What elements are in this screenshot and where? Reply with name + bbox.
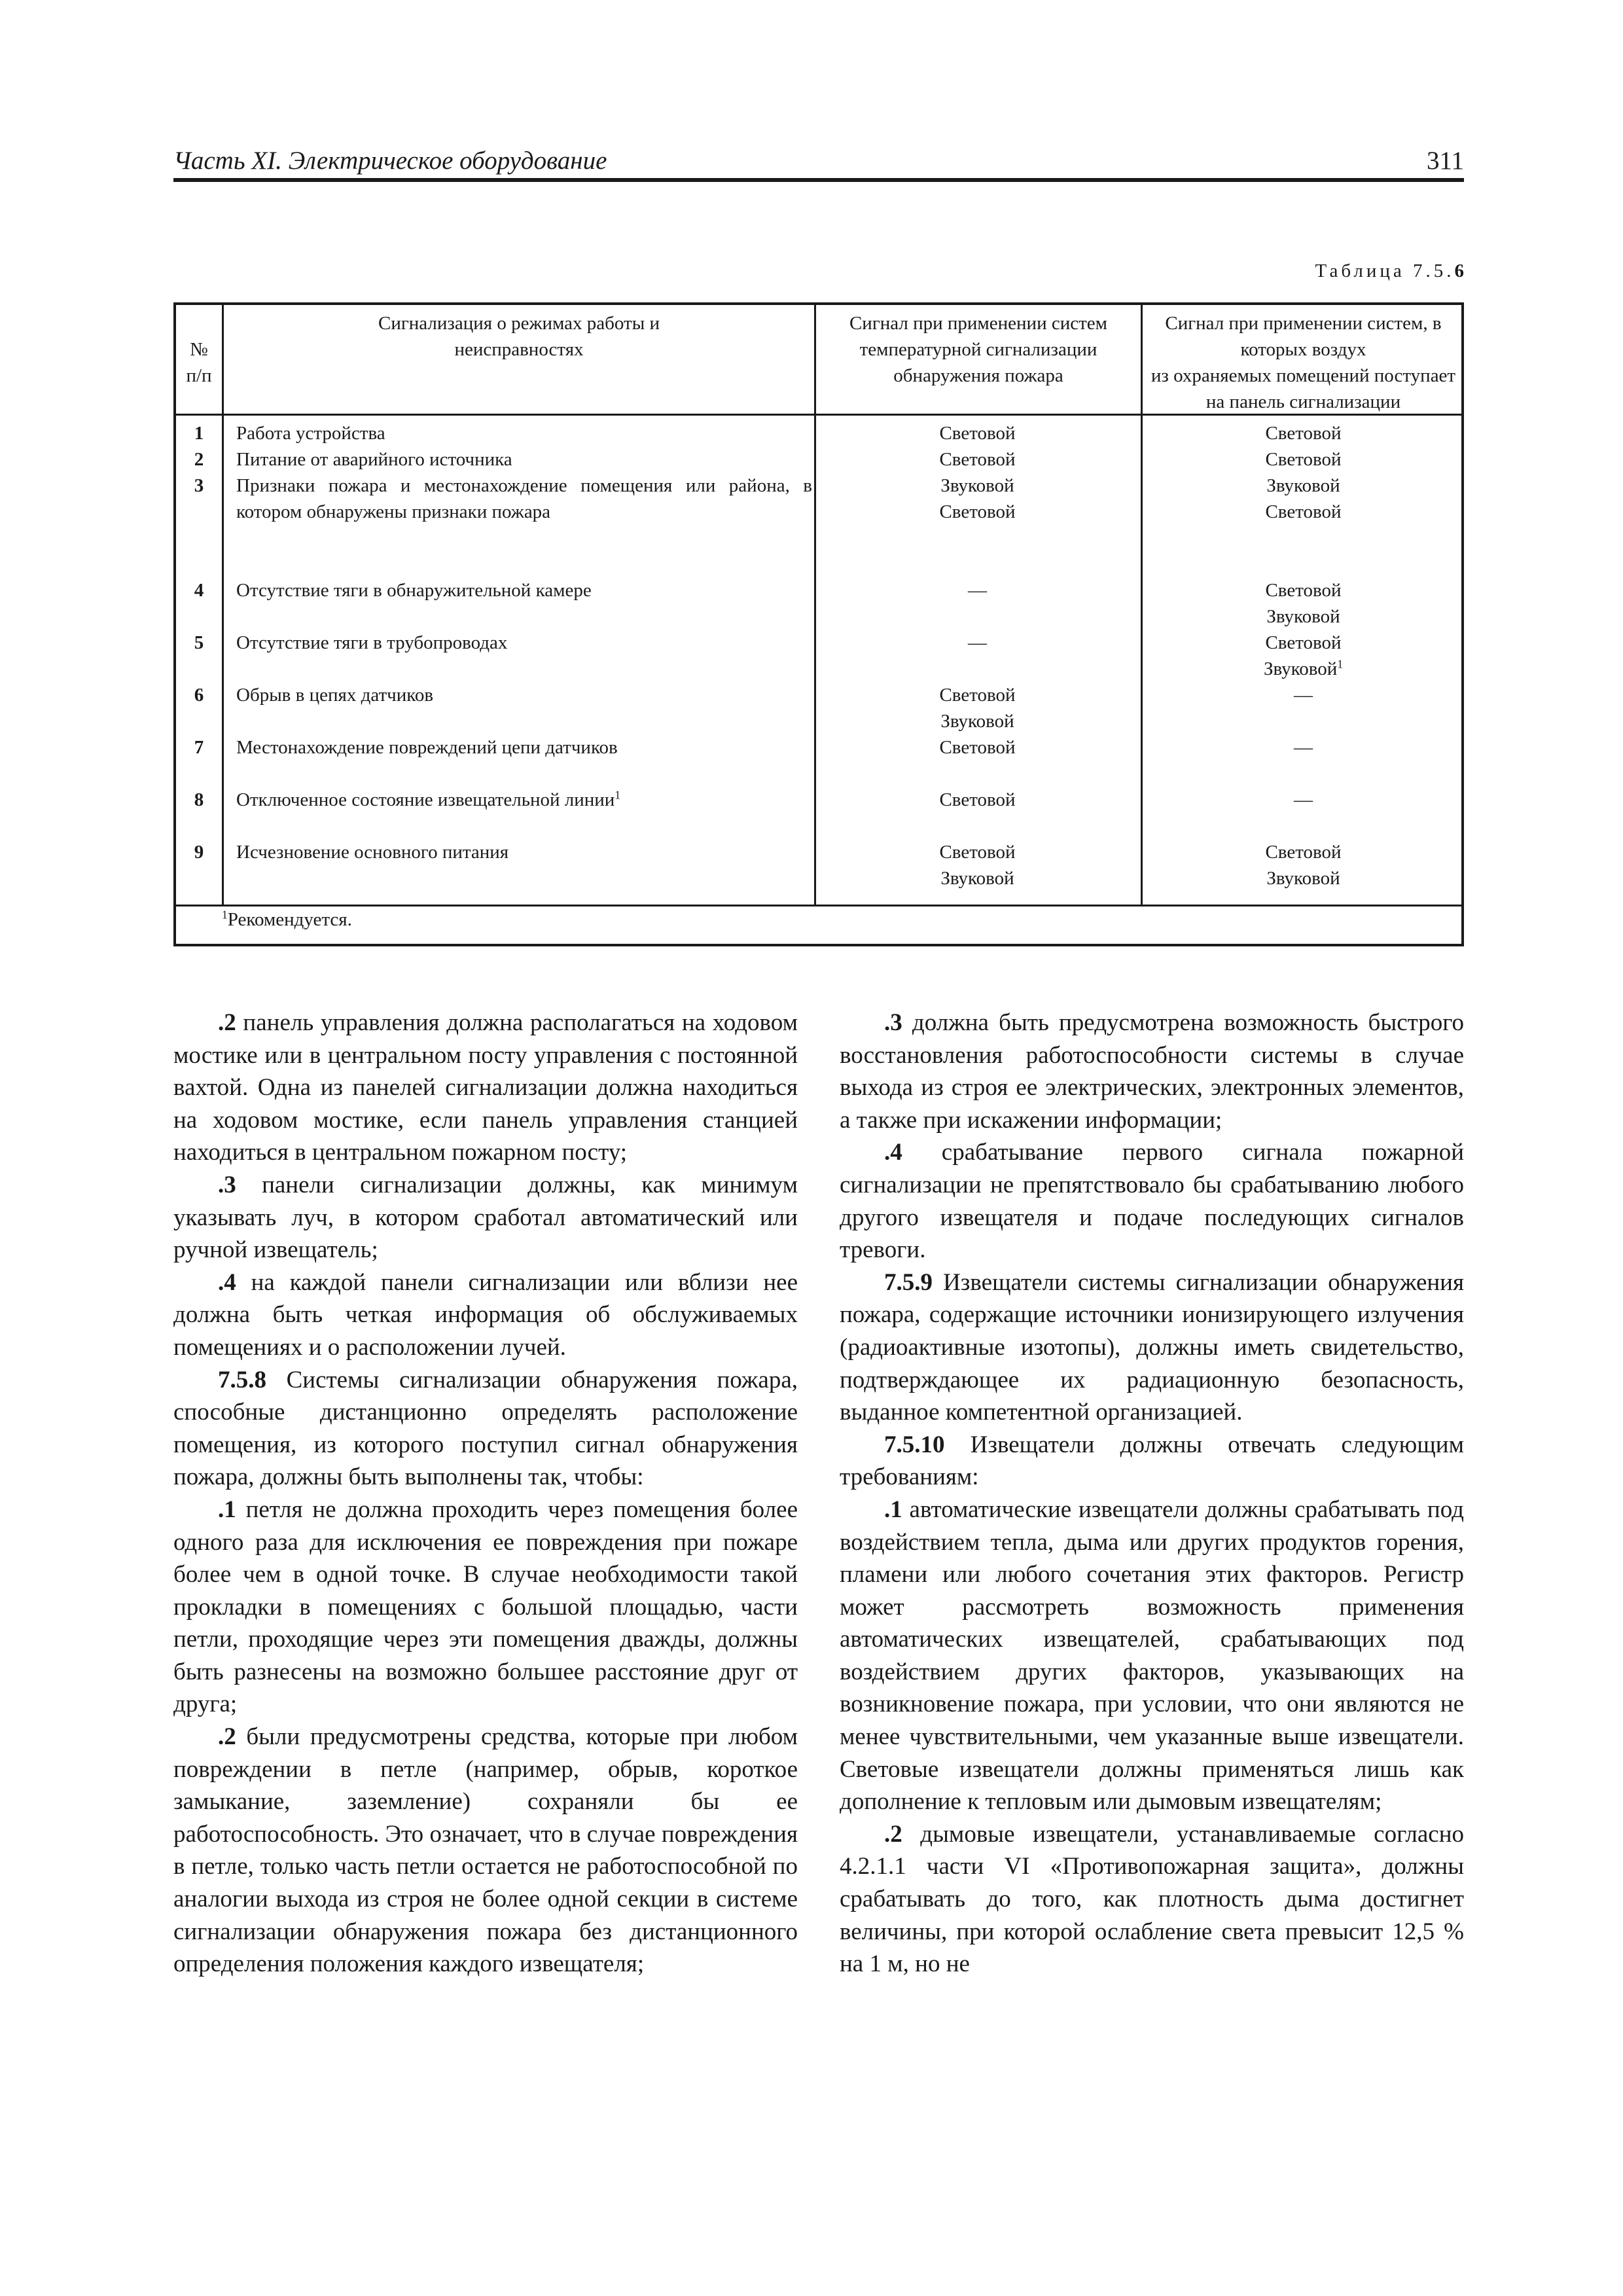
footnote-mark: 1 — [222, 908, 228, 922]
paragraph-lead: .2 — [218, 1723, 236, 1751]
page-header — [173, 145, 1464, 182]
paragraph-lead: .3 — [884, 1009, 902, 1036]
table-caption — [1315, 260, 1464, 282]
header-temp-line: обнаружения пожара — [893, 365, 1063, 386]
row-temp-value: — — [968, 632, 987, 653]
paragraph-text: Извещатели должны отвечать следующим требованиям: — [840, 1431, 1464, 1491]
row-num: 5 — [194, 632, 204, 653]
paragraph-lead: .2 — [218, 1009, 236, 1036]
signal-table — [173, 302, 1464, 946]
header-temp-line: Сигнал при применении систем — [849, 313, 1108, 334]
row-temp-value: Световой — [939, 685, 1016, 706]
row-temp — [815, 682, 1139, 734]
row-air-value: Световой — [1265, 632, 1342, 653]
paragraph-text: автоматические извещатели должны срабатывать под воздействием тепла, дыма или других продуктов горения, пламени или любого сочетания этих факторов. Регистр может рассмотреть возможность применения автоматических извещателей, срабатывающих под воздействием других факторов, указывающих на возникновение пожара, при условии, что они являются не менее чувствительными, чем указанные выше извещатели. Световые извещатели должны применяться лишь как дополнение к тепловым или дымовым извещателям; — [840, 1496, 1464, 1816]
row-temp-value: Световой — [939, 737, 1016, 758]
row-name: Исчезновение основного питания — [236, 842, 509, 863]
row-temp — [815, 473, 1139, 525]
header-num — [176, 336, 222, 389]
header-air-line: Сигнал при применении систем, в которых воздух — [1165, 313, 1442, 360]
row-temp-value: Звуковой — [940, 711, 1014, 732]
header-air — [1143, 310, 1464, 415]
header-signal — [224, 310, 814, 363]
row-air-value: Световой — [1265, 842, 1342, 863]
paragraph-text: были предусмотрены средства, которые при любом повреждении в петле (например, обрыв, короткое замыкание, заземление) сохраняли бы ее работоспособность. Это означает, что в случае повреждения в петле, только часть петли остается не работоспособной по аналогии выхода из строя не более одной секции в системе сигнализации обнаружения пожара без дистанционного определения положения каждого извещателя; — [173, 1723, 798, 1978]
left-column — [173, 1007, 798, 1981]
paragraph — [840, 1007, 1464, 1136]
row-num: 9 — [194, 842, 204, 863]
paragraph — [840, 1136, 1464, 1266]
header-num-line: № — [190, 339, 208, 360]
row-num: 1 — [194, 423, 204, 444]
table-divider — [222, 305, 224, 906]
paragraph-lead: .4 — [218, 1268, 236, 1296]
row-name-text: Отключенное состояние извещательной линии — [236, 789, 615, 810]
row-air-value: Звуковой — [1266, 475, 1340, 496]
paragraph-text: панель управления должна располагаться на ходовом мостике или в центральном посту управления с постоянной вахтой. Одна из панелей сигнализации должна находиться на ходовом мостике, если панель управления станцией находиться в центральном пожарном посту; — [173, 1009, 798, 1166]
table-footnote — [222, 906, 352, 933]
paragraph-lead: 7.5.10 — [884, 1431, 945, 1458]
row-name: Обрыв в цепях датчиков — [236, 685, 434, 706]
row-temp — [815, 446, 1139, 473]
paragraph — [840, 1494, 1464, 1818]
paragraph — [840, 1429, 1464, 1494]
paragraph-lead: .1 — [218, 1496, 236, 1523]
paragraph — [173, 1364, 798, 1494]
paragraph-text: Системы сигнализации обнаружения пожара, способные дистанционно определять расположение помещения, из которого поступил сигнал обнаружения пожара, должны быть выполнены так, чтобы: — [173, 1366, 798, 1491]
paragraph-lead: .1 — [884, 1496, 902, 1523]
row-name: Работа устройства — [236, 423, 385, 444]
paragraph-text: срабатывание первого сигнала пожарной сигнализации не препятствовало бы срабатыванию любого другого извещателя и подаче последующих сигналов тревоги. — [840, 1139, 1464, 1264]
row-temp-value: — — [968, 580, 987, 601]
row-num: 6 — [194, 685, 204, 706]
paragraph — [173, 1007, 798, 1169]
row-num: 2 — [194, 449, 204, 470]
row-temp-value: Световой — [939, 501, 1016, 522]
paragraph — [173, 1266, 798, 1364]
paragraph-lead: 7.5.8 — [218, 1366, 266, 1393]
footnote-text: Рекомендуется. — [227, 909, 352, 930]
paragraph — [840, 1818, 1464, 1981]
row-temp — [815, 787, 1139, 813]
row-name: Отсутствие тяги в трубопроводах — [236, 632, 508, 653]
row-num: 7 — [194, 737, 204, 758]
table-divider — [814, 305, 816, 906]
row-temp-value: Световой — [939, 423, 1016, 444]
paragraph-text: петля не должна проходить через помещения более одного раза для исключения ее повреждения при пожаре более чем в одной точке. В случае необходимости такой прокладки в помещениях с большой площадью, части петли, проходящие через эти помещения дважды, должны быть разнесены на возможно большее расстояние друг от друга; — [173, 1496, 798, 1718]
row-temp-value: Световой — [939, 789, 1016, 810]
header-air-line: на панель сигнализации — [1205, 391, 1401, 412]
row-air-value: — — [1294, 685, 1313, 706]
row-air — [1143, 839, 1464, 891]
row-air-value: Световой — [1265, 423, 1342, 444]
row-num: 3 — [194, 475, 204, 496]
row-air-value: Звуковой — [1266, 606, 1340, 627]
paragraph-text: Извещатели системы сигнализации обнаружения пожара, содержащие источники ионизирующего излучения (радиоактивные изотопы), должны иметь свидетельство, подтверждающее их радиационную безопасность, выданное компетентной организацией. — [840, 1268, 1464, 1426]
header-signal-line: Сигнализация о режимах работы и — [378, 313, 660, 334]
row-temp — [815, 420, 1139, 446]
row-temp — [815, 839, 1139, 891]
row-air — [1143, 473, 1464, 525]
row-num: 8 — [194, 789, 204, 810]
table-caption-label: Таблица 7.5. — [1315, 260, 1455, 281]
right-column — [840, 1007, 1464, 1981]
row-temp — [815, 734, 1139, 761]
row-air — [1143, 682, 1464, 708]
footnote-ref: 1 — [615, 788, 621, 802]
row-name: Отсутствие тяги в обнаружительной камере — [236, 580, 592, 601]
row-air — [1143, 420, 1464, 446]
paragraph-text: должна быть предусмотрена возможность быстрого восстановления работоспособности системы в случае выхода из строя ее электрических, электронных элементов, а также при искажении информации; — [840, 1009, 1464, 1134]
paragraph-text: дымовые извещатели, устанавливаемые согласно 4.2.1.1 части VI «Противопожарная защита», должны срабатывать до того, как плотность дыма достигнет величины, при которой ослабление света превысит 12,5 % на 1 м, но не — [840, 1820, 1464, 1978]
row-air-value-with-note — [1143, 656, 1464, 682]
row-temp-value: Световой — [939, 449, 1016, 470]
header-num-line: п/п — [186, 365, 212, 386]
row-air-value: Звуковой — [1266, 868, 1340, 889]
header-air-line: из охраняемых помещений поступает — [1150, 365, 1456, 386]
row-air — [1143, 577, 1464, 630]
footnote-ref: 1 — [1337, 657, 1344, 671]
row-name — [236, 787, 812, 813]
table-caption-number: 6 — [1454, 260, 1464, 281]
row-temp — [815, 577, 1139, 603]
paragraph-lead: .3 — [218, 1171, 236, 1198]
row-air-value: — — [1294, 737, 1313, 758]
row-temp — [815, 630, 1139, 656]
row-name: Питание от аварийного источника — [236, 449, 512, 470]
row-air-value: Световой — [1265, 449, 1342, 470]
row-temp-value: Световой — [939, 842, 1016, 863]
row-name: Местонахождение повреждений цепи датчиков — [236, 737, 618, 758]
row-temp-value: Звуковой — [940, 868, 1014, 889]
paragraph — [840, 1266, 1464, 1429]
header-signal-line: неисправностях — [454, 339, 584, 360]
row-temp-value: Звуковой — [940, 475, 1014, 496]
paragraph — [173, 1494, 798, 1721]
row-num: 4 — [194, 580, 204, 601]
row-air — [1143, 446, 1464, 473]
table-divider — [176, 905, 1461, 906]
row-air — [1143, 734, 1464, 761]
row-air-value: Звуковой — [1263, 658, 1338, 679]
row-name: Признаки пожара и местонахождение помещения или района, в котором обнаружены признаки пожара — [236, 475, 812, 522]
paragraph-text: на каждой панели сигнализации или вблизи нее должна быть четкая информация об обслуживаемых помещениях и о расположении лучей. — [173, 1268, 798, 1361]
paragraph-text: панели сигнализации должны, как минимум указывать луч, в котором сработал автоматический или ручной извещатель; — [173, 1171, 798, 1264]
header-temp-line: температурной сигнализации — [859, 339, 1097, 360]
paragraph-lead: .2 — [884, 1820, 902, 1848]
paragraph — [173, 1721, 798, 1981]
header-temp — [816, 310, 1141, 389]
paragraph — [173, 1169, 798, 1266]
row-air — [1143, 630, 1464, 682]
row-air-value: Световой — [1265, 501, 1342, 522]
running-title: Часть XI. Электрическое оборудование — [173, 147, 607, 175]
row-air — [1143, 787, 1464, 813]
row-air-value: Световой — [1265, 580, 1342, 601]
paragraph-lead: 7.5.9 — [884, 1268, 933, 1296]
row-air-value: — — [1294, 789, 1313, 810]
paragraph-lead: .4 — [884, 1139, 902, 1166]
page-number: 311 — [1426, 147, 1464, 175]
